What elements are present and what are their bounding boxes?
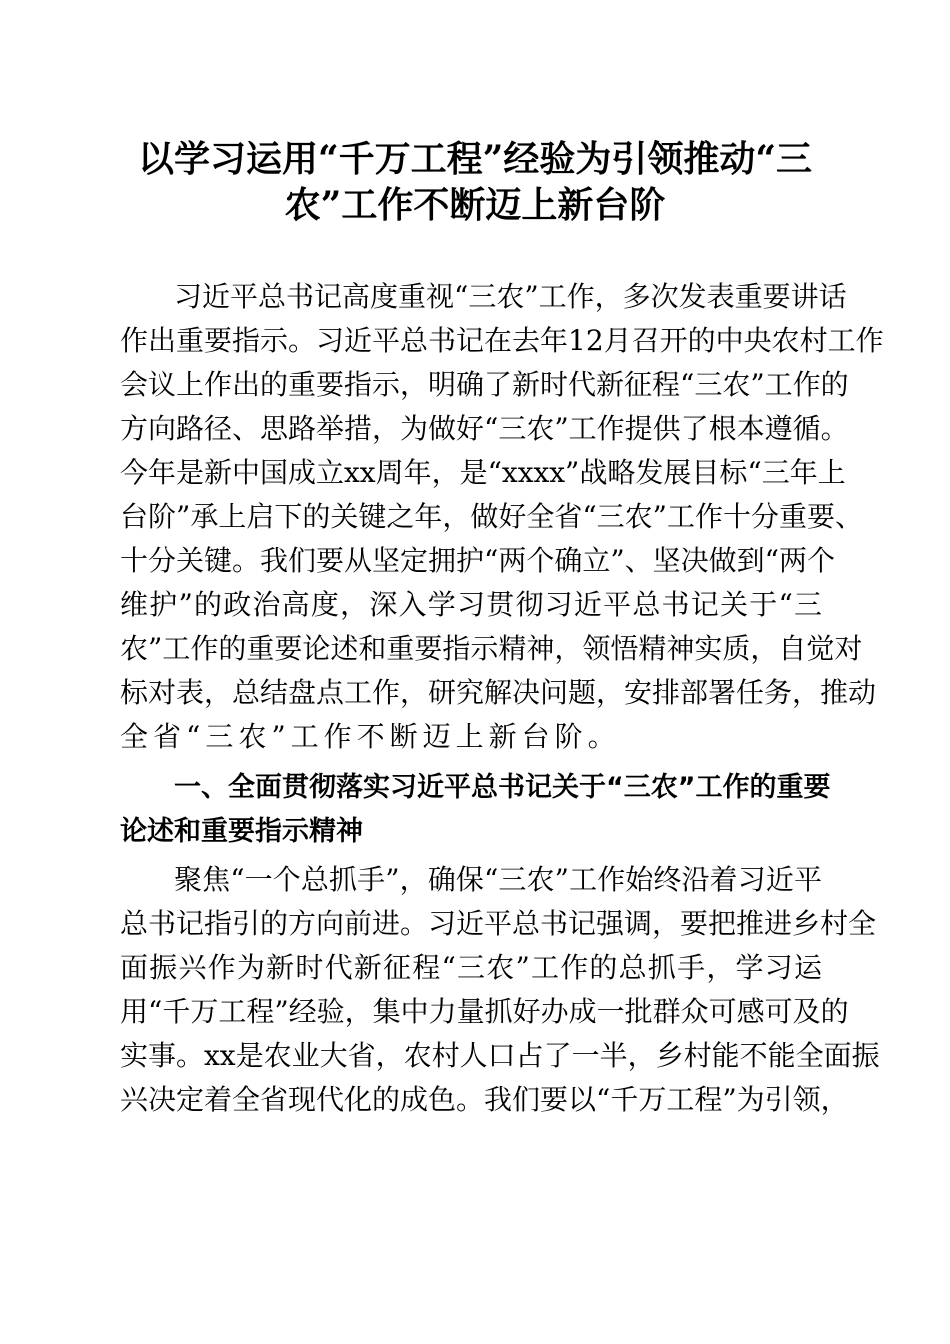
text-line: 实事。xx是农业大省，农村人口占了一半，乡村能不能全面振: [120, 1039, 880, 1072]
document-title-line-1: 以学习运用“千万工程”经验为引领推动“三: [137, 138, 813, 180]
text-line: 全省“三农”工作不断迈上新台阶。: [120, 720, 621, 753]
text-line: 农”工作的重要论述和重要指示精神，领悟精神实质，自觉对: [120, 632, 863, 665]
text-line: 台阶”承上启下的关键之年，做好全省“三农”工作十分重要、: [120, 500, 863, 533]
heading-line: 论述和重要指示精神: [120, 816, 363, 847]
document-title-line-2: 农”工作不断迈上新台阶: [284, 184, 666, 226]
text-line: 方向路径、思路举措，为做好“三农”工作提供了根本遵循。: [120, 412, 849, 445]
text-line: 用“千万工程”经验，集中力量抓好办成一批群众可感可及的: [120, 995, 849, 1028]
text-line: 十分关键。我们要从坚定拥护“两个确立”、坚决做到“两个: [120, 544, 835, 577]
text-line: 今年是新中国成立xx周年，是“xxxx”战略发展目标“三年上: [120, 456, 846, 489]
text-line: 标对表，总结盘点工作，研究解决问题，安排部署任务，推动: [120, 676, 877, 709]
text-line: 总书记指引的方向前进。习近平总书记强调，要把推进乡村全: [120, 907, 877, 940]
text-line: 聚焦“一个总抓手”，确保“三农”工作始终沿着习近平: [174, 863, 822, 896]
text-line: 维护”的政治高度，深入学习贯彻习近平总书记关于“三: [120, 588, 822, 621]
text-line: 兴决定着全省现代化的成色。我们要以“千万工程”为引领，: [120, 1083, 849, 1116]
text-line: 会议上作出的重要指示，明确了新时代新征程“三农”工作的: [120, 368, 849, 401]
text-line: 面振兴作为新时代新征程“三农”工作的总抓手，学习运: [120, 951, 822, 984]
text-line: 习近平总书记高度重视“三农”工作，多次发表重要讲话: [174, 280, 847, 313]
text-line: 作出重要指示。习近平总书记在去年12月召开的中央农村工作: [120, 324, 884, 357]
heading-line: 一、全面贯彻落实习近平总书记关于“三农”工作的重要: [174, 772, 831, 803]
